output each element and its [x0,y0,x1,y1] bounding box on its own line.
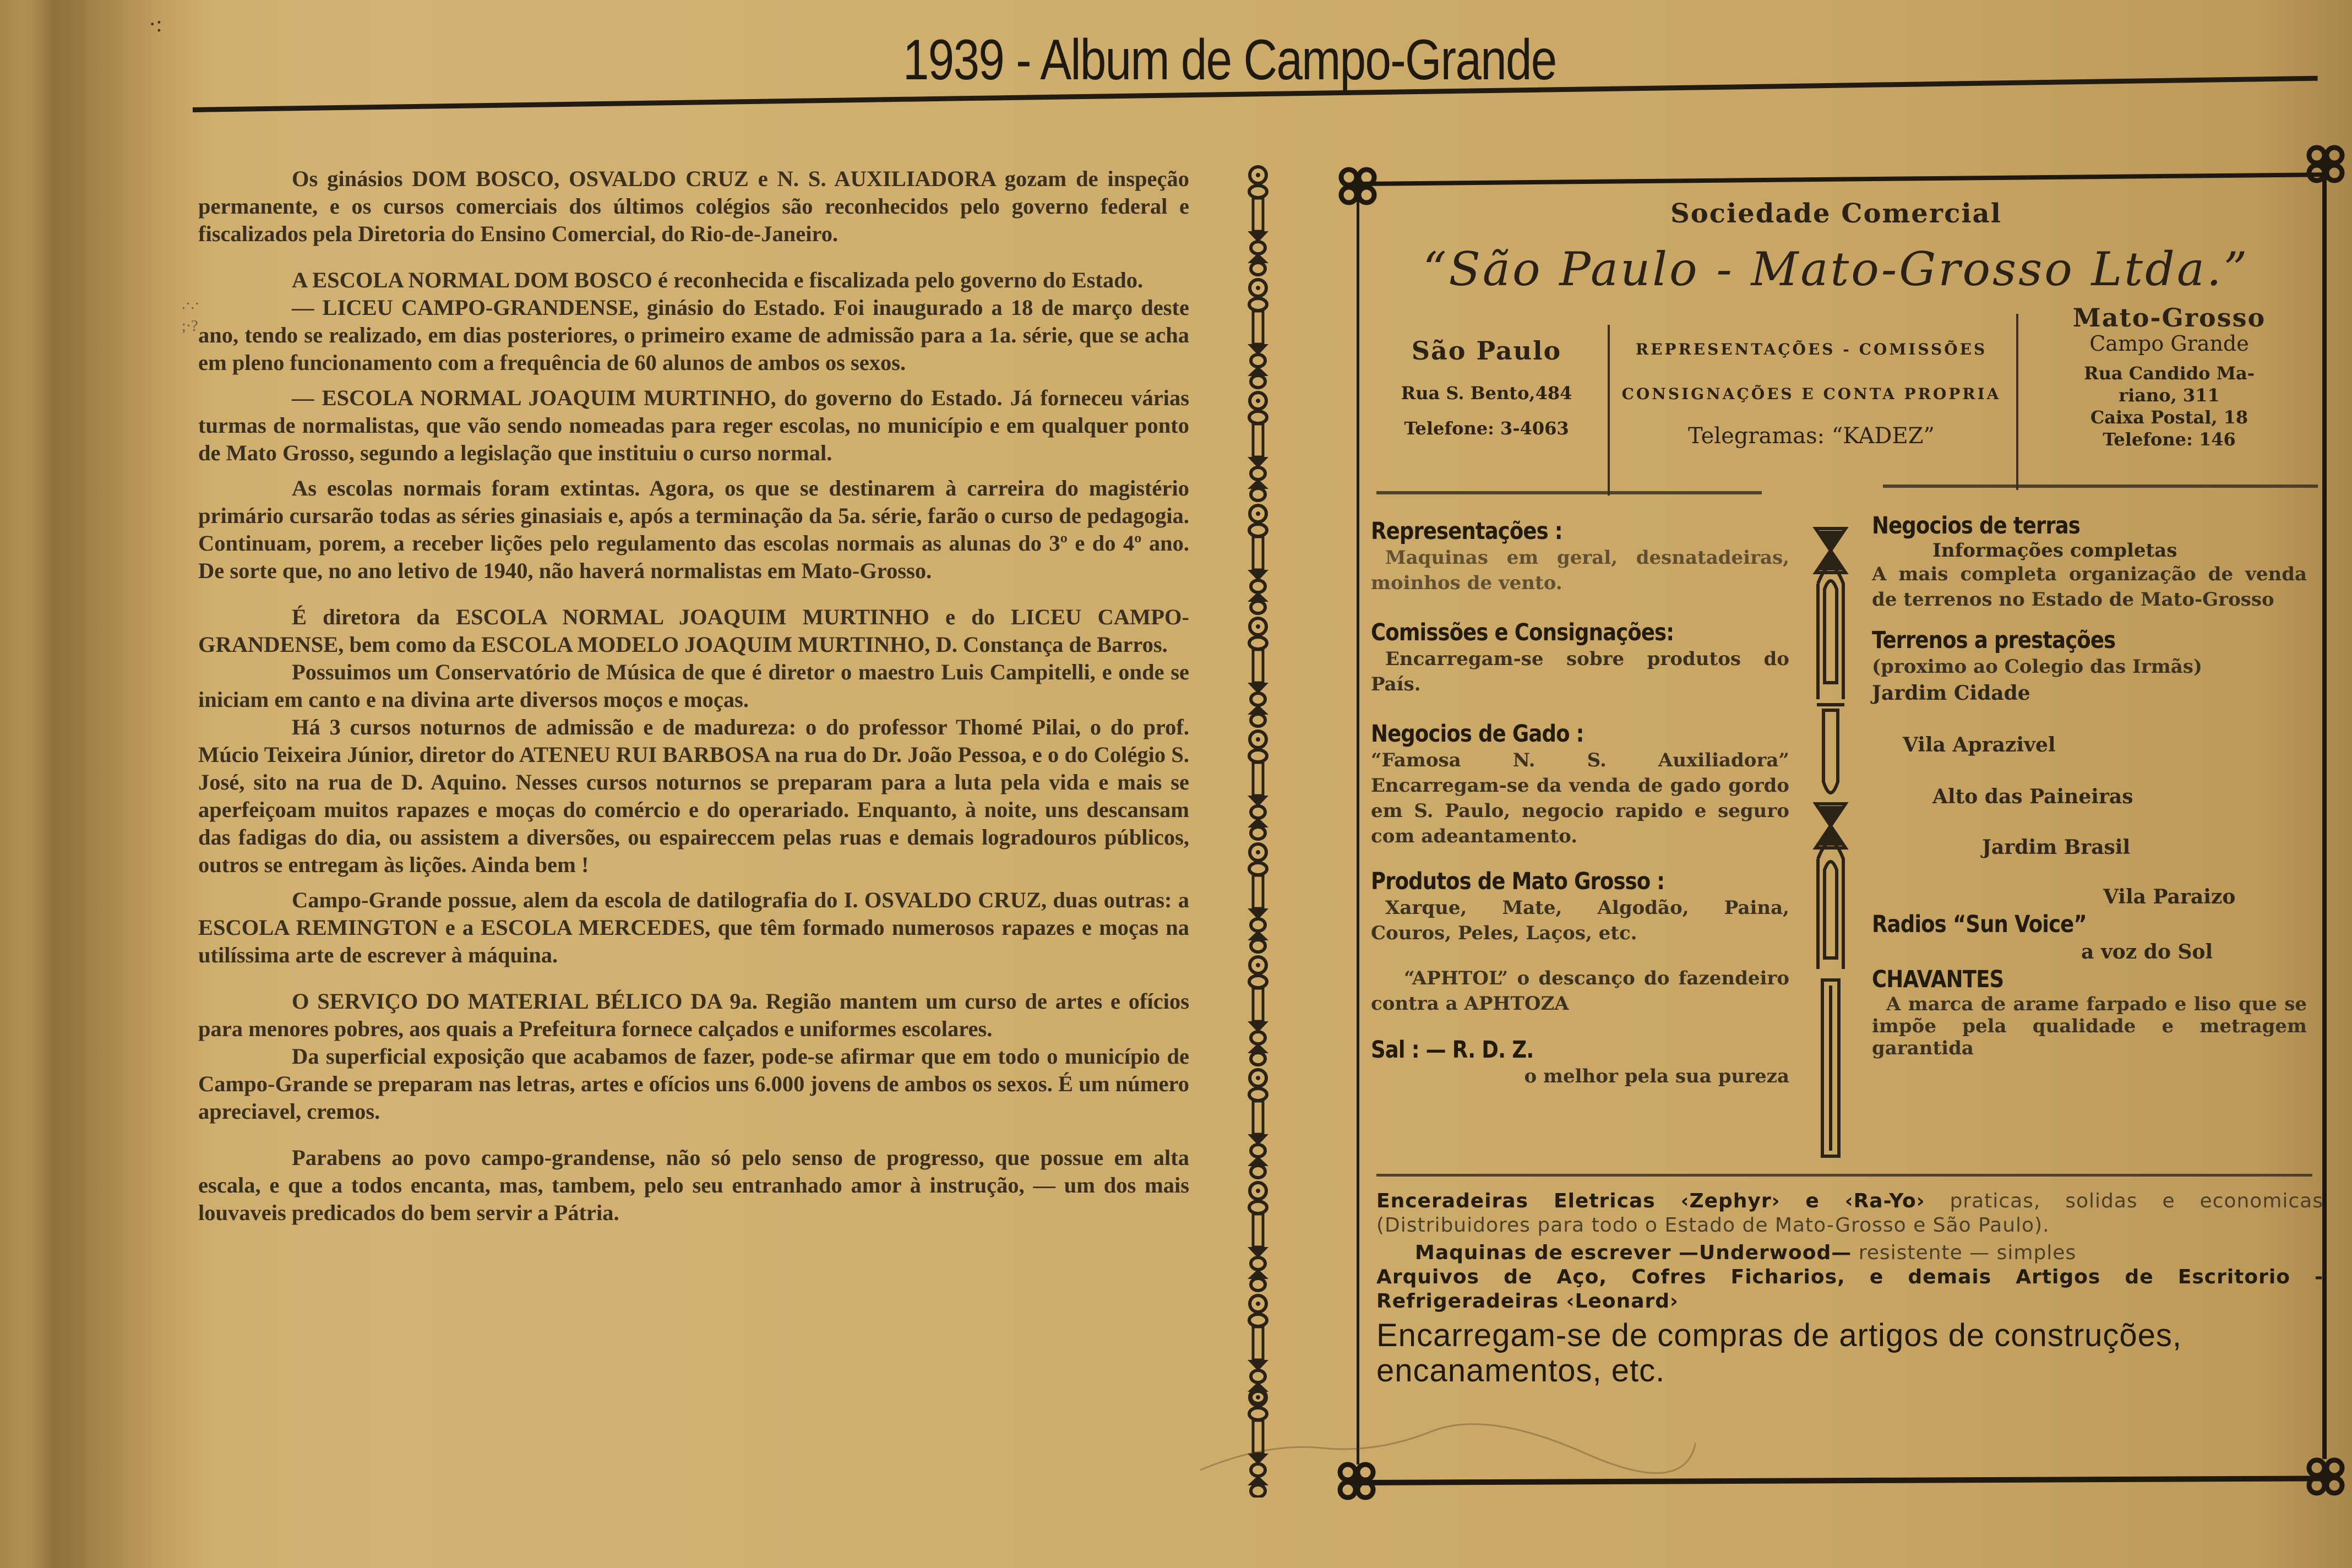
column-divider [2016,314,2018,490]
place-name: Vila Paraizo [2103,885,2236,908]
article-paragraph: A ESCOLA NORMAL DOM BOSCO é reconhecida e fiscalizada pelo governo do Estado. [292,268,1144,292]
maquinas-text [1376,1241,2323,1265]
page-gutter-shadow [22,0,88,1568]
page-title: 1939 - Album de Campo-Grande [903,28,1556,92]
margin-mark: ·: [149,12,162,36]
maquinas-rest: resistente — simples [1852,1242,2077,1264]
office-address: Rua S. Bento,484 [1401,383,1572,404]
article-paragraph: Possuimos um Conservatório de Música de que é diretor o maestro Luis Campitelli, e onde se iniciam em canto e na divina arte diversos moços e moças. [198,660,1189,712]
office-phone: Telefone: 3-4063 [1404,418,1569,439]
place-name: Vila Aprazivel [1903,733,2056,756]
telegram-address: Telegramas: “KADEZ” [1688,423,1935,449]
company-label: Sociedade Comercial [1670,198,2002,229]
article-paragraph: Os ginásios DOM BOSCO, OSVALDO CRUZ e N. S. AUXILIADORA gozam de inspeção permanente, e os cursos comerciais dos últimos colégios são reconhecidos pelo governo federal e fiscalizados pela Diretoria do Ensino Comercial, do Rio-de-Janeiro. [198,166,1189,246]
section-heading: Negocios de Gado : [1371,720,1584,748]
office-phone: Telefone: 146 [2103,429,2236,450]
frame-rule-top [1360,172,2329,186]
ornamental-divider [1811,518,1850,1167]
right-services-list [1872,512,2307,1059]
article-paragraph: As escolas normais foram extintas. Agora, os que se destinarem à carreira do magistério primário cursarão todas as séries ginasiais e, após a terminação da 5a. série, farão o curso de pedagogia. Continuam, porem, a receber lições pelo regulamento das escolas normais as alunas do 3º e do 4º ano. De sorte que, no ano letivo de 1940, não haverá normalistas em Mato-Grosso. [198,476,1189,583]
article-paragraph: É diretora da ESCOLA NORMAL JOAQUIM MURTINHO e do LICEU CAMPO-GRANDENSE, bem como da ESCOLA MODELO JOAQUIM MURTINHO, D. Constança de Barros. [198,605,1189,657]
section-rule [1376,491,1762,494]
place-name: Alto das Paineiras [1932,785,2133,808]
services-line: CONSIGNAÇÕES E CONTA PROPRIA [1621,385,2001,403]
section-heading: Comissões e Consignações: [1371,619,1674,646]
section-body: Maquinas em geral, desnatadeiras, moinhos de vento. [1371,547,1789,594]
article-paragraph: Parabens ao povo campo-grandense, não só pelo senso de progresso, que possue em alta escala, e que a todos encanta, mas, tambem, pelo seu entranhado amor à instrução, — um dos mais louvaveis predicados do bem servir a Pátria. [198,1145,1189,1225]
section-heading: Negocios de terras [1872,512,2080,540]
services-column [1608,340,2015,447]
enceradeiras-bold: Enceradeiras Eletricas ‹Zephyr› e ‹Ra-Yo› [1376,1190,1925,1212]
section-heading: Representações : [1371,518,1562,545]
section-rule [1883,484,2318,488]
frame-rule-bottom [1360,1476,2329,1485]
section-body: Encarregam-se sobre produtos do País. [1371,648,1789,695]
ornament-arch-icon [1811,518,1850,1167]
enceradeiras-text [1376,1189,2323,1238]
corner-ornament-icon [2302,1453,2349,1500]
article-paragraph: Da superficial exposição que acabamos de fazer, pode-se afirmar que em todo o município de Campo-Grande se preparam nas letras, artes e ofícios uns 6.000 jovens de ambos os sexos. É um número apreciavel, cremos. [198,1044,1189,1124]
advertisement-panel [1343,165,2329,1487]
place-name: Jardim Brasil [1982,836,2131,859]
ornament-chain-icon [1239,165,1277,1498]
section-body: “Famosa N. S. Auxiliadora” Encarregam-se da venda de gado gordo em S. Paulo, negocio rapido e seguro com adeantamento. [1371,749,1789,847]
section-body: A marca de arame farpado e liso que se impõe pela qualidade e metragem garantida [1872,993,2307,1059]
office-city: Campo Grande [2089,331,2249,356]
section-body: Xarque, Mate, Algodão, Paina, Couros, Peles, Laços, etc. [1371,897,1789,944]
section-body: “APHTOL” o descanço do fazendeiro contra a APHTOZA [1371,967,1789,1015]
office-po-box: Caixa Postal, 18 [2090,407,2248,428]
office-address: Rua Candido Ma- [2083,363,2255,384]
article-paragraph: Campo-Grande possue, alem da escola de datilografia do I. OSVALDO CRUZ, duas outras: a ESCOLA REMINGTON e a ESCOLA MERCEDES, que têm formado numerosos rapazes e moças na utilíssima arte de escrever à máquina. [198,888,1189,967]
article-column [182,165,1189,1520]
section-heading: CHAVANTES [1872,966,2004,993]
article-paragraph: O SERVIÇO DO MATERIAL BÉLICO DA 9a. Região mantem um curso de artes e ofícios para menores pobres, aos quais a Prefeitura fornece calçados e uniformes escolares. [198,989,1189,1041]
place-name: Jardim Cidade [1872,682,2030,705]
company-name: “São Paulo - Mato-Grosso Ltda.” [1423,242,2250,296]
section-subheading: a voz do Sol [2081,940,2213,963]
page-header [0,28,2352,94]
section-heading: Sal : — R. D. Z. [1371,1036,1534,1064]
article-paragraph: — LICEU CAMPO-GRANDENSE, ginásio do Estado. Foi inaugurado a 18 de março deste ano, tendo se realizado, em dias posteriores, o primeiro exame de admissão para a 1a. série, que se acha em pleno funcionamento com a frequência de 60 alunos de ambos os sexos. [198,295,1189,375]
section-heading: Terrenos a prestações [1872,627,2116,654]
paper-crease [1200,1409,1696,1476]
section-subheading: Informações completas [1932,540,2177,562]
arquivos-text: Arquivos de Aço, Cofres Ficharios, e demais Artigos de Escritorio - Refrigeradeiras ‹Leonard› [1376,1266,2323,1313]
bottom-products-block [1376,1189,2323,1389]
ornamental-divider [1239,165,1277,1498]
office-address: riano, 311 [2119,385,2220,406]
section-heading: Produtos de Mato Grosso : [1371,868,1665,895]
section-body: o melhor pela sua pureza [1524,1065,1789,1087]
margin-note: .·.· [182,296,200,313]
frame-rule-left [1357,198,1359,1464]
section-body: A mais completa organização de venda de terrenos no Estado de Mato-Grosso [1872,563,2307,611]
mato-grosso-office [2021,303,2318,450]
maquinas-bold: Maquinas de escrever —Underwood— [1415,1242,1852,1264]
encarregam-text: Encarregam-se de compras de artigos de construções, encanamentos, etc. [1376,1317,2182,1389]
services-line: REPRESENTAÇÕES - COMISSÕES [1635,340,1988,358]
corner-ornament-icon [2302,141,2349,187]
article-paragraph: Há 3 cursos noturnos de admissão e de madureza: o do professor Thomé Pilai, o do prof. Múcio Teixeira Júnior, diretor do ATENEU RUI BARBOSA na rua do Dr. João Pessoa, e o do Colégio S. José, sito na rua de D. Aquino. Nesses cursos noturnos se preparam para a luta pela vida e mais se aperfeiçoam muitos rapazes e moças do comércio e do operariado. Enquanto, à noite, uns descansam das fadigas do dia, ou assistem a diversões, ou espaireccem pelas ruas e demais logradouros públicos, outros se entregam às lições. Ainda bem ! [198,715,1189,877]
office-title: Mato-Grosso [2072,303,2266,333]
office-title: São Paulo [1411,336,1562,366]
section-note: (proximo ao Colegio das Irmãs) [1872,656,2202,678]
sao-paulo-office [1365,336,1608,439]
section-rule [1376,1174,2312,1177]
section-heading: Radios “Sun Voice” [1872,911,2087,938]
enceradeiras-rest: praticas, solidas e economicas (Distribuidores para todo o Estado de Mato-Grosso e São Paulo). [1376,1190,2323,1237]
margin-note: ;·? [182,318,198,335]
article-paragraph: — ESCOLA NORMAL JOAQUIM MURTINHO, do governo do Estado. Já forneceu várias turmas de normalistas, que vão sendo nomeadas para reger escolas, no município e em qualquer ponto de Mato Grosso, segundo a legislação que instituiu o curso normal. [198,385,1189,465]
left-services-list [1371,518,1789,1089]
